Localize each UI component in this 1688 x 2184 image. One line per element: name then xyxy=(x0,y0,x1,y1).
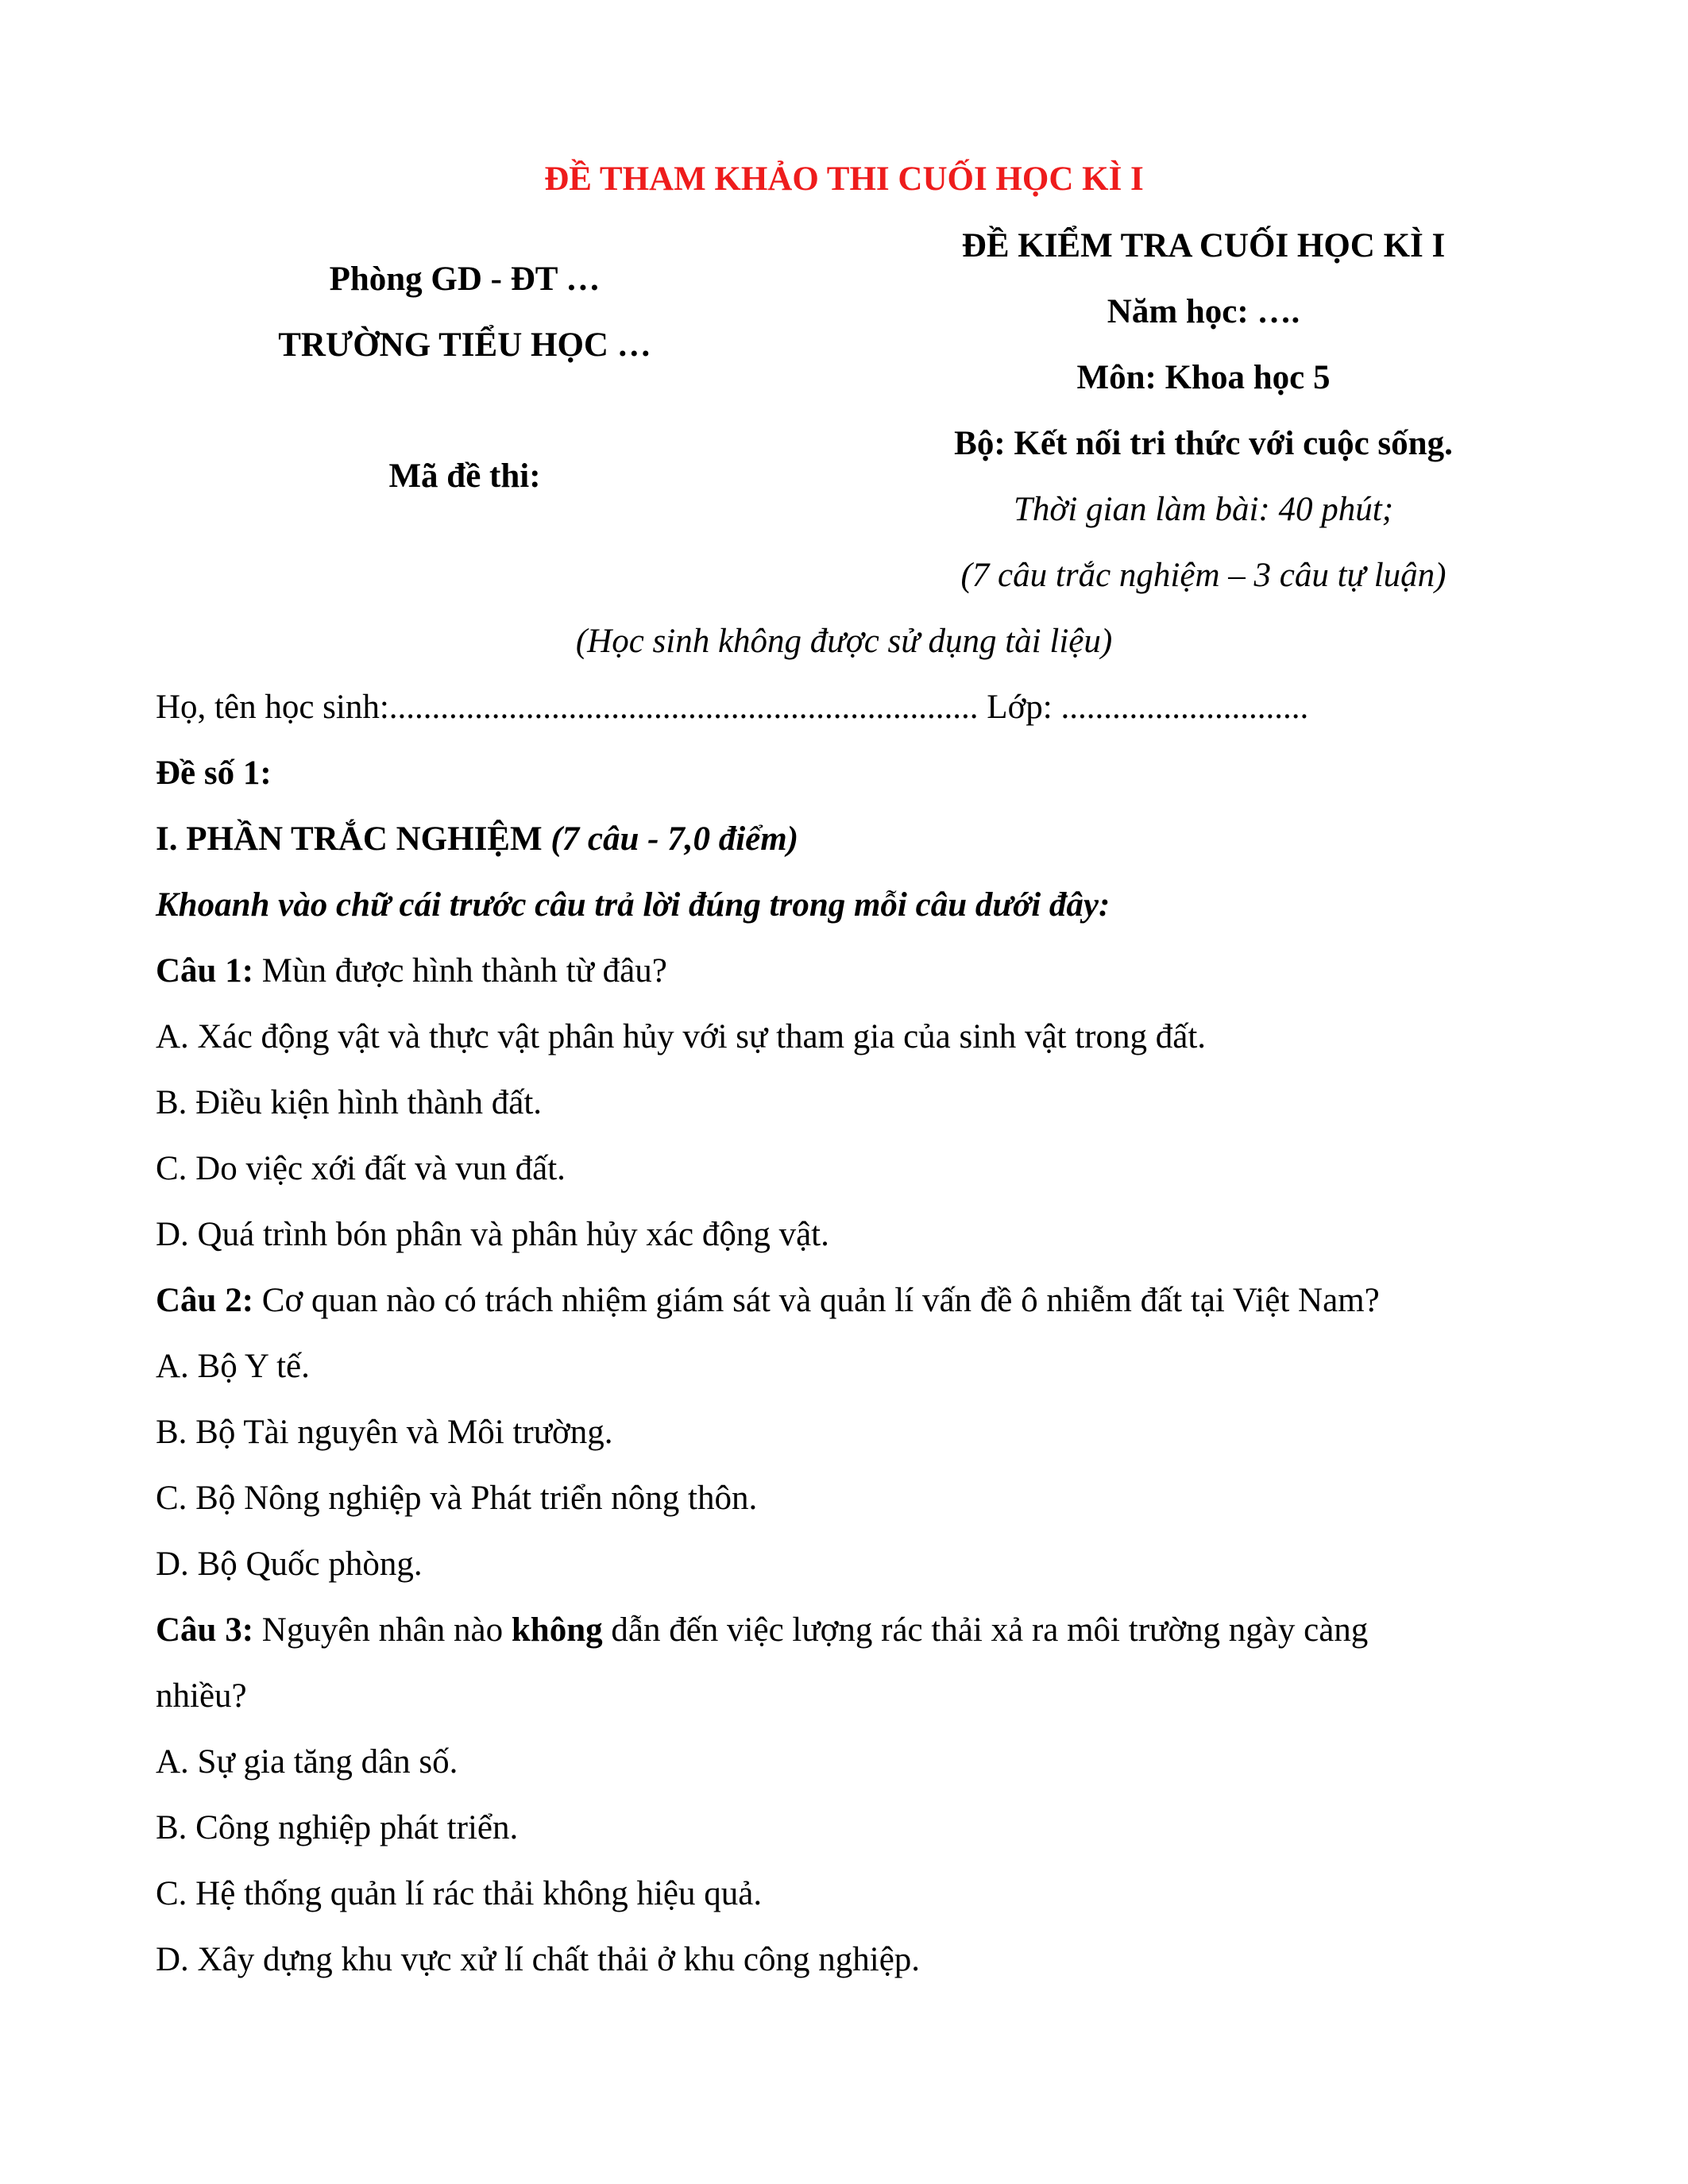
question-3-option-c: C. Hệ thống quản lí rác thải không hiệu quả. xyxy=(156,1875,763,1912)
exam-number xyxy=(156,750,1554,797)
section-heading-detail: (7 câu - 7,0 điểm) xyxy=(550,820,799,858)
question-label: Câu 3: xyxy=(156,1611,254,1649)
question-2-option-d: D. Bộ Quốc phòng. xyxy=(156,1545,423,1583)
question-1-option-a: A. Xác động vật và thực vật phân hủy với sự tham gia của sinh vật trong đất. xyxy=(156,1018,1207,1055)
question-2-option-a: A. Bộ Y tế. xyxy=(156,1348,310,1385)
question-text: Cơ quan nào có trách nhiệm giám sát và quản lí vấn đề ô nhiễm đất tại Việt Nam? xyxy=(253,1282,1380,1319)
question-2-option-b: B. Bộ Tài nguyên và Môi trường. xyxy=(156,1414,613,1451)
book-series: Bộ: Kết nối tri thức với cuộc sống. xyxy=(954,425,1453,462)
student-info-line: Họ, tên học sinh:..................................................................... Lớp: ............................. xyxy=(156,689,1309,726)
question-text: Nguyên nhân nào xyxy=(253,1611,512,1649)
section-instruction xyxy=(156,882,1554,929)
question-label: Câu 1: xyxy=(156,952,254,990)
question-text: dẫn đến việc lượng rác thải xả ra môi trường ngày càng xyxy=(602,1611,1369,1649)
question-3-option-d: D. Xây dựng khu vực xử lí chất thải ở khu công nghiệp. xyxy=(156,1941,921,1978)
materials-note: (Học sinh không được sử dụng tài liệu) xyxy=(575,623,1113,660)
exam-code-label: Mã đề thi: xyxy=(388,457,541,495)
department-label: Phòng GD - ĐT … xyxy=(329,260,601,298)
question-label: Câu 2: xyxy=(156,1282,254,1319)
question-2 xyxy=(156,1277,1554,1325)
document-title: ĐỀ THAM KHẢO THI CUỐI HỌC KÌ I xyxy=(544,160,1144,198)
exam-number-text: Đề số 1: xyxy=(156,754,272,792)
exam-structure: (7 câu trắc nghiệm – 3 câu tự luận) xyxy=(960,557,1447,594)
section-heading-text: I. PHẦN TRẮC NGHIỆM xyxy=(156,820,543,858)
question-1-option-d: D. Quá trình bón phân và phân hủy xác động vật. xyxy=(156,1216,829,1253)
exam-title: ĐỀ KIỂM TRA CUỐI HỌC KÌ I xyxy=(961,227,1446,264)
question-3-option-b: B. Công nghiệp phát triển. xyxy=(156,1809,519,1846)
question-1-option-c: C. Do việc xới đất và vun đất. xyxy=(156,1150,566,1187)
section-instruction-text: Khoanh vào chữ cái trước câu trả lời đúng trong mỗi câu dưới đây: xyxy=(156,886,1111,924)
question-3 xyxy=(156,1607,1554,1654)
school-year: Năm học: …. xyxy=(1107,293,1300,330)
question-3-option-a: A. Sự gia tăng dân số. xyxy=(156,1743,458,1781)
question-emphasis: không xyxy=(511,1611,603,1649)
question-1-option-b: B. Điều kiện hình thành đất. xyxy=(156,1084,543,1121)
question-3-continuation: nhiều? xyxy=(156,1677,247,1715)
question-2-option-c: C. Bộ Nông nghiệp và Phát triển nông thôn. xyxy=(156,1480,758,1517)
section-heading xyxy=(156,816,1554,863)
question-1 xyxy=(156,947,1554,995)
question-text: Mùn được hình thành từ đâu? xyxy=(253,952,667,990)
subject-label: Môn: Khoa học 5 xyxy=(1076,359,1331,396)
exam-duration: Thời gian làm bài: 40 phút; xyxy=(1013,491,1394,528)
school-name: TRƯỜNG TIỂU HỌC … xyxy=(278,326,651,364)
